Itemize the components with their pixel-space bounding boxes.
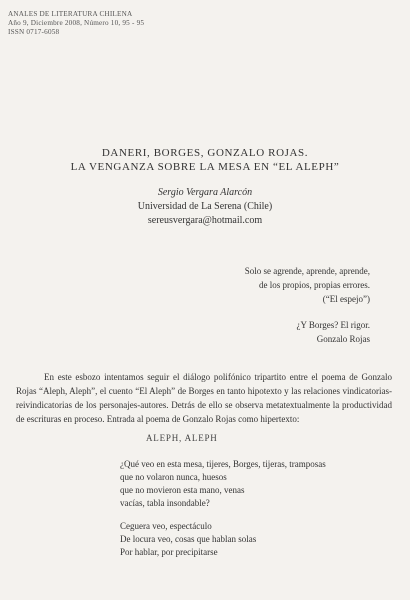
journal-name: ANALES DE LITERATURA CHILENA (8, 10, 133, 18)
title-line-2: LA VENGANZA SOBRE LA MESA EN “EL ALEPH” (70, 161, 340, 173)
journal-issn: ISSN 0717-6058 (8, 28, 60, 36)
epigraph-2 (297, 318, 371, 346)
poem-line: que no movieron esta mano, venas (120, 485, 245, 495)
epigraph-line: ¿Y Borges? El rigor. (296, 320, 370, 330)
poem (120, 458, 326, 569)
title-line-1: DANERI, BORGES, GONZALO ROJAS. (101, 147, 309, 159)
author-block (0, 186, 410, 228)
epigraph-source: (“El espejo”) (322, 294, 370, 304)
author-affiliation: Universidad de La Serena (Chile) (137, 201, 273, 212)
epigraph-line: de los propios, propias errores. (259, 280, 370, 290)
journal-header (8, 10, 144, 37)
body-text (16, 370, 392, 426)
poem-line: ¿Qué veo en esta mesa, tijeres, Borges, tijeras, tramposas (120, 459, 326, 469)
poem-line: Ceguera veo, espectáculo (120, 521, 212, 531)
poem-line: que no volaron nunca, huesos (120, 472, 227, 482)
journal-issue: Año 9, Diciembre 2008, Número 10, 95 - 95 (8, 19, 145, 27)
poem-line: vacías, tabla insondable? (120, 498, 210, 508)
body-paragraph: En este esbozo intentamos seguir el diálogo polifónico tripartito entre el poema de Gonzalo Rojas “Aleph, Aleph”, el cuento “El Aleph” de Borges en tanto hipotexto y las relaciones vindicatorias-reivindicatorias de los personajes-autores. Detrás de ello se observa metatextualmente la productividad de escrituras en proceso. Entrada al poema de Gonzalo Rojas como hipertexto: (16, 372, 392, 424)
author-name: Sergio Vergara Alarcón (157, 187, 253, 198)
poem-stanza-2 (120, 520, 326, 559)
poem-title: ALEPH, ALEPH (146, 433, 218, 443)
poem-line: Por hablar, por precipitarse (120, 547, 218, 557)
author-email: sereusvergara@hotmail.com (147, 215, 263, 226)
poem-line: De locura veo, cosas que hablan solas (120, 534, 257, 544)
article-title (0, 146, 410, 174)
epigraph-source: Gonzalo Rojas (316, 334, 370, 344)
epigraph-line: Solo se agrende, aprende, aprende, (244, 266, 370, 276)
epigraph-1 (245, 264, 370, 306)
poem-stanza-1 (120, 458, 326, 510)
